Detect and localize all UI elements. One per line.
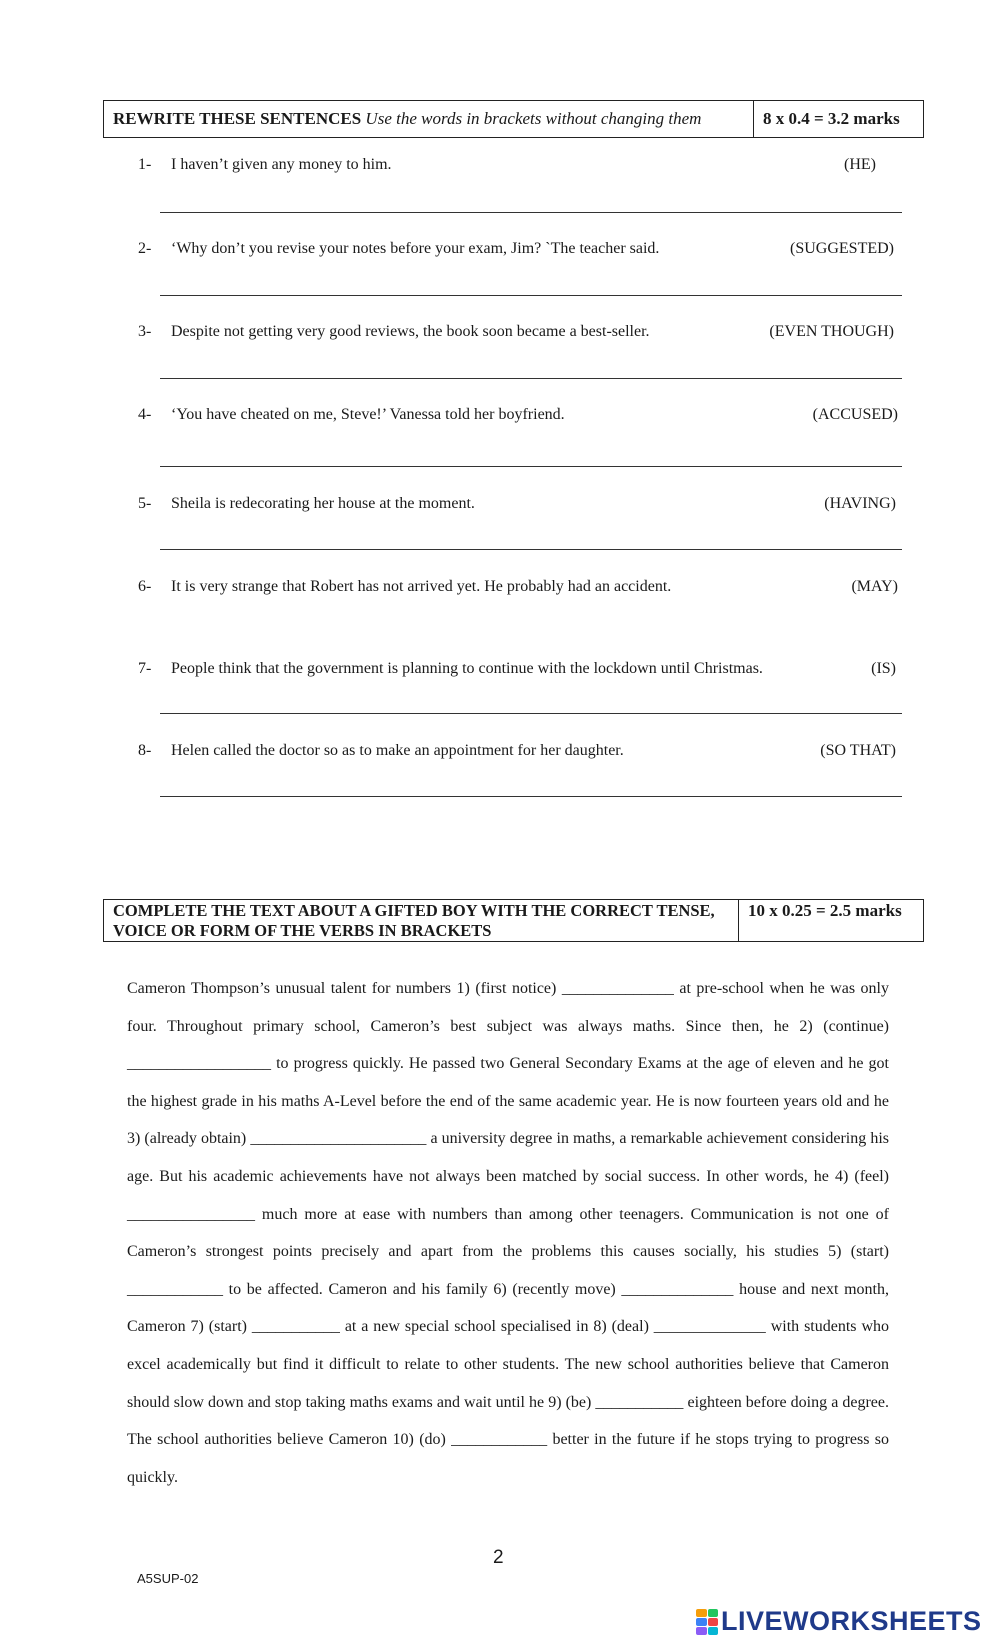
answer-line-1[interactable] <box>160 212 902 213</box>
page-number: 2 <box>493 1547 504 1568</box>
item-number: 2- <box>138 240 152 257</box>
item-sentence: ‘You have cheated on me, Steve!’ Vanessa told her boyfriend. <box>171 406 565 423</box>
liveworksheets-logo <box>696 1606 982 1637</box>
rewrite-item-2 <box>138 240 898 262</box>
item-number: 8- <box>138 742 152 759</box>
section2-header <box>103 899 924 942</box>
rewrite-item-8 <box>138 742 898 764</box>
rewrite-item-6 <box>138 578 898 600</box>
gap-fill-passage: Cameron Thompson’s unusual talent for numbers 1) (first notice) ______________ at pre-school when he was only four. Throughout primary school, Cameron’s best subject was always maths. Since then, he 2) (continue) __________________ to progress quickly. He passed two General Secondary Exams at the age of eleven and he got the highest grade in his maths A-Level before the end of the same academic year. He is now fourteen years old and he 3) (already obtain) ______________________ a university degree in maths, a remarkable achievement considering his age. But his academic achievements have not always been matched by social success. In other words, he 4) (feel) ________________ much more at ease with numbers than among other teenagers. Communication is not one of Cameron’s strongest points precisely and apart from the problems this causes socially, his studies 5) (start) ____________ to be affected. Cameron and his family 6) (recently move) ______________ house and next month, Cameron 7) (start) ___________ at a new special school specialised in 8) (deal) ______________ with students who excel academically but find it difficult to relate to other students. The new school authorities believe that Cameron should slow down and stop taking maths exams and wait until he 9) (be) ___________ eighteen before doing a degree. The school authorities believe Cameron 10) (do) ____________ better in the future if he stops trying to progress so quickly. <box>127 980 889 1486</box>
item-keyword: (MAY) <box>851 578 898 595</box>
section2-marks: 10 x 0.25 = 2.5 marks <box>738 900 923 941</box>
section1-marks: 8 x 0.4 = 3.2 marks <box>753 101 923 137</box>
rewrite-item-5 <box>138 495 898 517</box>
item-sentence: I haven’t given any money to him. <box>171 156 392 173</box>
item-sentence: People think that the government is planning to continue with the lockdown until Christmas. <box>171 660 763 677</box>
item-keyword: (SUGGESTED) <box>790 240 894 257</box>
item-number: 3- <box>138 323 152 340</box>
item-number: 4- <box>138 406 152 423</box>
item-number: 5- <box>138 495 152 512</box>
answer-line-5[interactable] <box>160 549 902 550</box>
liveworksheets-logo-icon <box>696 1609 718 1635</box>
item-sentence: It is very strange that Robert has not arrived yet. He probably had an accident. <box>171 578 672 595</box>
rewrite-item-4 <box>138 406 898 428</box>
section1-title <box>104 101 753 137</box>
item-sentence: ‘Why don’t you revise your notes before your exam, Jim? `The teacher said. <box>171 240 660 257</box>
item-number: 6- <box>138 578 152 595</box>
answer-line-7[interactable] <box>160 713 902 714</box>
item-keyword: (IS) <box>871 660 896 677</box>
item-keyword: (HAVING) <box>824 495 896 512</box>
answer-line-4[interactable] <box>160 466 902 467</box>
item-keyword: (ACCUSED) <box>812 406 898 423</box>
section2-title: COMPLETE THE TEXT ABOUT A GIFTED BOY WITH THE CORRECT TENSE, VOICE OR FORM OF THE VERBS IN BRACKETS <box>113 901 715 940</box>
section1-title-bold: REWRITE THESE SENTENCES <box>113 109 362 128</box>
rewrite-item-7 <box>138 660 898 682</box>
item-sentence: Despite not getting very good reviews, the book soon became a best-seller. <box>171 323 650 340</box>
item-keyword: (HE) <box>844 156 876 173</box>
item-number: 1- <box>138 156 152 173</box>
section1-header <box>103 100 924 138</box>
item-sentence: Helen called the doctor so as to make an appointment for her daughter. <box>171 742 624 759</box>
section1-instruction: Use the words in brackets without changing them <box>365 109 702 128</box>
item-keyword: (EVEN THOUGH) <box>769 323 894 340</box>
document-code: A5SUP-02 <box>137 1571 199 1586</box>
answer-line-8[interactable] <box>160 796 902 797</box>
item-sentence: Sheila is redecorating her house at the moment. <box>171 495 475 512</box>
item-number: 7- <box>138 660 152 677</box>
item-keyword: (SO THAT) <box>820 742 896 759</box>
rewrite-item-1 <box>138 156 898 178</box>
rewrite-item-3 <box>138 323 898 345</box>
answer-line-2[interactable] <box>160 295 902 296</box>
brand-name: LIVEWORKSHEETS <box>721 1606 982 1636</box>
answer-line-3[interactable] <box>160 378 902 379</box>
